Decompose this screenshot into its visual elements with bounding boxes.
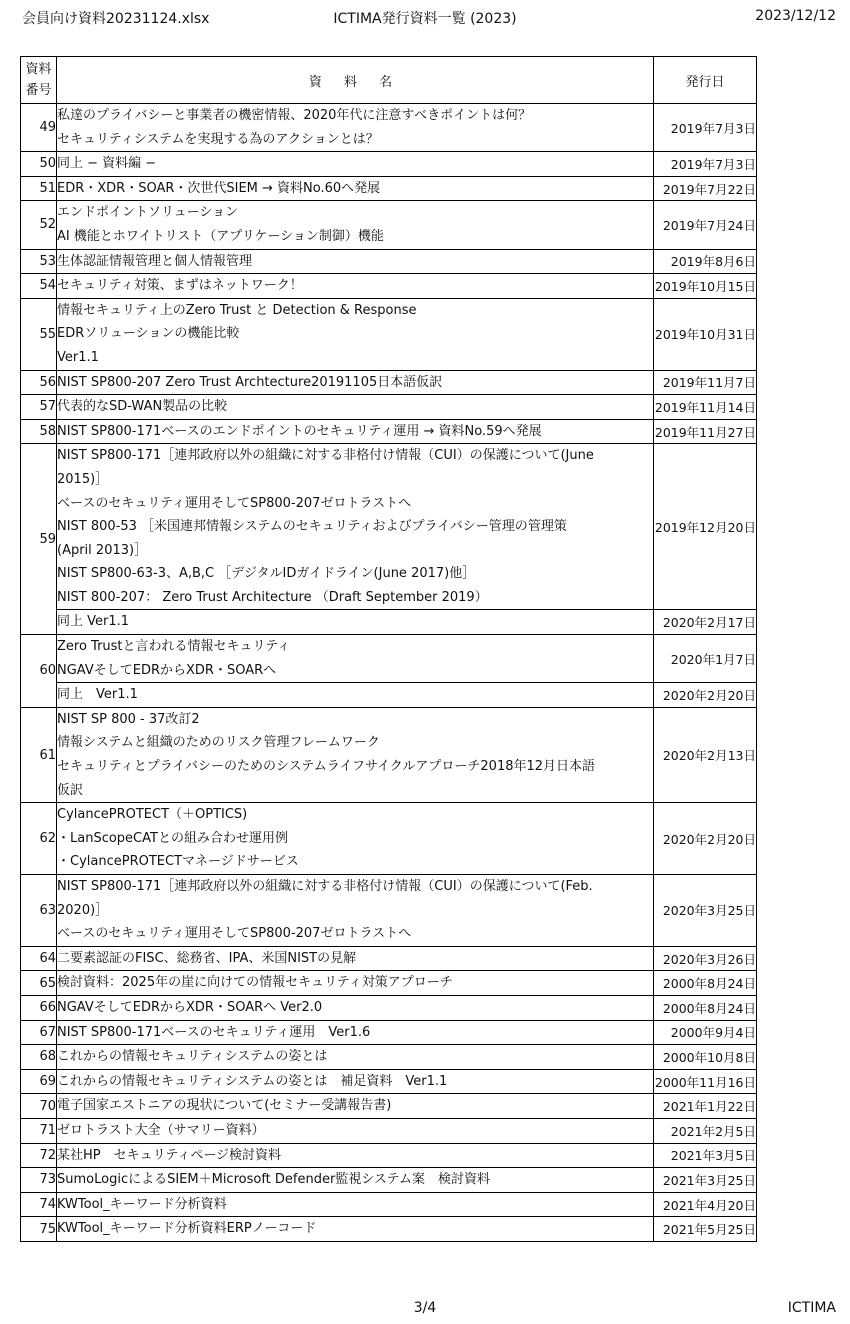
column-header-date: 発行日	[654, 57, 757, 104]
doc-number: 71	[21, 1118, 57, 1143]
doc-title-line: 検討資料：2025年の崖に向けての情報セキュリティ対策アプローチ	[57, 975, 453, 991]
doc-title	[57, 946, 654, 971]
doc-date: 2019年7月3日	[654, 104, 757, 152]
doc-title-line: 生体認証情報管理と個人情報管理	[57, 253, 253, 269]
doc-number: 70	[21, 1094, 57, 1119]
table-row	[21, 995, 757, 1020]
table-row	[21, 803, 757, 875]
table-row	[21, 176, 757, 201]
doc-title	[57, 1069, 654, 1094]
doc-title-line: ・LanScopeCATとの組み合わせ運用例	[57, 830, 288, 846]
doc-title	[57, 610, 654, 635]
doc-date: 2021年5月25日	[654, 1217, 757, 1242]
doc-title-line: セキュリティシステムを実現する為のアクションとは？	[57, 131, 379, 147]
table-row	[21, 1094, 757, 1119]
table-row	[21, 370, 757, 395]
doc-title-line: NIST 800-207： Zero Trust Architecture （Draft September 2019）	[57, 589, 488, 605]
doc-title	[57, 1143, 654, 1168]
doc-title-line: ベースのセキュリティ運用そしてSP800-207ゼロトラストへ	[57, 495, 412, 511]
doc-title-line: KWTool_キーワード分析資料ERPノーコード	[57, 1221, 317, 1237]
doc-number: 53	[21, 249, 57, 274]
doc-title	[57, 249, 654, 274]
table-row	[21, 298, 757, 370]
doc-number: 74	[21, 1192, 57, 1217]
doc-title	[57, 803, 654, 875]
doc-number: 72	[21, 1143, 57, 1168]
doc-title-line: 某社HP セキュリティページ検討資料	[57, 1147, 282, 1163]
doc-title	[57, 152, 654, 177]
doc-title-line: 情報セキュリティ上のZero Trust と Detection & Response	[57, 302, 417, 318]
doc-title-line: Ver1.1	[57, 349, 99, 365]
doc-number: 64	[21, 946, 57, 971]
doc-date: 2000年8月24日	[654, 995, 757, 1020]
doc-number: 56	[21, 370, 57, 395]
table-row	[21, 1020, 757, 1045]
doc-date: 2021年1月22日	[654, 1094, 757, 1119]
doc-date: 2020年2月20日	[654, 803, 757, 875]
doc-title	[57, 298, 654, 370]
table-row	[21, 635, 757, 683]
doc-date: 2000年8月24日	[654, 971, 757, 996]
doc-title-line: NIST 800-53 ［米国連邦情報システムのセキュリティおよびプライバシー管理の管理策	[57, 519, 567, 535]
doc-date: 2000年11月16日	[654, 1069, 757, 1094]
doc-number: 49	[21, 104, 57, 152]
doc-date: 2021年4月20日	[654, 1192, 757, 1217]
doc-title	[57, 635, 654, 683]
doc-title	[57, 683, 654, 708]
doc-date: 2000年10月8日	[654, 1045, 757, 1070]
doc-title-line: NIST SP800-171［連邦政府以外の組織に対する非格付け情報（CUI）の保護について(Feb.	[57, 879, 593, 894]
doc-date: 2019年10月31日	[654, 298, 757, 370]
doc-title-line: 2015)］	[57, 471, 109, 487]
table-row	[21, 946, 757, 971]
table-row	[21, 201, 757, 249]
doc-number: 62	[21, 803, 57, 875]
doc-date: 2019年12月20日	[654, 444, 757, 610]
doc-title-line: これからの情報セキュリティシステムの姿とは 補足資料 Ver1.1	[57, 1073, 448, 1089]
doc-title	[57, 370, 654, 395]
doc-title	[57, 104, 654, 152]
table-row-revision	[21, 683, 757, 708]
doc-title-line: 同上 Ver1.1	[57, 687, 138, 703]
doc-title-line: NIST SP800-207 Zero Trust Archtecture20191105日本語仮訳	[57, 374, 443, 390]
doc-date: 2020年2月20日	[654, 683, 757, 708]
doc-number: 69	[21, 1069, 57, 1094]
doc-title-line: Zero Trustと言われる情報セキュリティ	[57, 639, 291, 655]
doc-title	[57, 875, 654, 947]
doc-title	[57, 1192, 654, 1217]
table-row	[21, 1118, 757, 1143]
doc-title-line: 仮訳	[57, 782, 84, 798]
doc-number: 59	[21, 444, 57, 635]
table-row	[21, 1069, 757, 1094]
doc-number: 55	[21, 298, 57, 370]
doc-number: 68	[21, 1045, 57, 1070]
doc-title	[57, 995, 654, 1020]
doc-date: 2020年2月13日	[654, 707, 757, 802]
doc-title-line: NIST SP800-171ベースのセキュリティ運用 Ver1.6	[57, 1024, 371, 1040]
doc-title-line: EDRソリューションの機能比較	[57, 326, 240, 342]
column-header-title: 資 料 名	[57, 57, 654, 104]
doc-title-line: セキュリティ対策、まずはネットワーク！	[57, 278, 303, 294]
doc-title-line: NGAVそしてEDRからXDR・SOARへ Ver2.0	[57, 999, 323, 1015]
doc-title	[57, 176, 654, 201]
doc-date: 2021年2月5日	[654, 1118, 757, 1143]
doc-number: 61	[21, 707, 57, 802]
table-row-revision	[21, 610, 757, 635]
doc-title-line: ゼロトラスト大全（サマリー資料）	[57, 1122, 265, 1138]
doc-title-line: 二要素認証のFISC、総務省、IPA、米国NISTの見解	[57, 950, 357, 966]
doc-title	[57, 1045, 654, 1070]
doc-date: 2020年2月17日	[654, 610, 757, 635]
doc-date: 2019年11月14日	[654, 395, 757, 420]
table-row	[21, 249, 757, 274]
doc-title	[57, 1020, 654, 1045]
doc-date: 2019年11月7日	[654, 370, 757, 395]
doc-date: 2019年7月24日	[654, 201, 757, 249]
doc-title	[57, 444, 654, 610]
doc-title	[57, 1168, 654, 1193]
table-row	[21, 444, 757, 610]
doc-title	[57, 971, 654, 996]
doc-date: 2019年11月27日	[654, 419, 757, 444]
doc-title-line: NIST SP 800 - 37改訂2	[57, 711, 200, 727]
doc-title-line: (April 2013)］	[57, 542, 148, 558]
doc-title-line: SumoLogicによるSIEM＋Microsoft Defender監視システム案 検討資料	[57, 1172, 491, 1188]
doc-number: 66	[21, 995, 57, 1020]
doc-title-line: NGAVそしてEDRからXDR・SOARへ	[57, 662, 277, 678]
page-number: 3/4	[413, 1300, 437, 1316]
table-row	[21, 274, 757, 299]
doc-number: 73	[21, 1168, 57, 1193]
column-header-number: 資料 番号	[21, 57, 57, 104]
doc-number: 67	[21, 1020, 57, 1045]
doc-title-line: 電子国家エストニアの現状について(セミナー受講報告書)	[57, 1098, 392, 1114]
doc-number: 65	[21, 971, 57, 996]
doc-title-line: ・CylancePROTECTマネージドサービス	[57, 854, 299, 870]
doc-title	[57, 1118, 654, 1143]
doc-title	[57, 395, 654, 420]
doc-title	[57, 274, 654, 299]
doc-title-line: NIST SP800-171ベースのエンドポイントのセキュリティ運用 → 資料No.59へ発展	[57, 423, 542, 439]
print-date: 2023/12/12	[755, 8, 836, 24]
doc-number: 52	[21, 201, 57, 249]
table-row	[21, 1168, 757, 1193]
table-row	[21, 395, 757, 420]
doc-number: 57	[21, 395, 57, 420]
doc-title-line: ベースのセキュリティ運用そしてSP800-207ゼロトラストへ	[57, 926, 412, 942]
doc-title-line: 代表的なSD-WAN製品の比較	[57, 399, 228, 415]
doc-number: 58	[21, 419, 57, 444]
doc-number: 50	[21, 152, 57, 177]
table-row	[21, 1143, 757, 1168]
doc-date: 2020年3月25日	[654, 875, 757, 947]
doc-number: 75	[21, 1217, 57, 1242]
doc-date: 2019年7月3日	[654, 152, 757, 177]
doc-title-line: エンドポイントソリューション	[57, 205, 239, 221]
doc-title	[57, 707, 654, 802]
doc-title-line: CylancePROTECT（＋OPTICS)	[57, 807, 248, 823]
footer-org: ICTIMA	[787, 1300, 836, 1316]
doc-date: 2019年7月22日	[654, 176, 757, 201]
document-list-table	[20, 56, 757, 1242]
doc-date: 2020年3月26日	[654, 946, 757, 971]
doc-number: 60	[21, 635, 57, 708]
table-row	[21, 1045, 757, 1070]
doc-title	[57, 1094, 654, 1119]
table-header-row	[21, 57, 757, 104]
table-row	[21, 1217, 757, 1242]
doc-number: 63	[21, 875, 57, 947]
doc-date: 2019年10月15日	[654, 274, 757, 299]
doc-date: 2021年3月5日	[654, 1143, 757, 1168]
doc-title-line: AI 機能とホワイトリスト（アプリケーション制御）機能	[57, 228, 384, 244]
table-row	[21, 1192, 757, 1217]
table-row	[21, 419, 757, 444]
doc-title-line: これからの情報セキュリティシステムの姿とは	[57, 1049, 328, 1065]
table-row	[21, 707, 757, 802]
doc-title	[57, 201, 654, 249]
doc-title-line: 同上 Ver1.1	[57, 614, 130, 630]
table-row	[21, 875, 757, 947]
doc-title-line: 情報システムと組織のためのリスク管理フレームワーク	[57, 735, 380, 751]
doc-number: 51	[21, 176, 57, 201]
doc-title-line: 2020)］	[57, 902, 109, 918]
doc-date: 2021年3月25日	[654, 1168, 757, 1193]
doc-title-line: KWTool_キーワード分析資料	[57, 1196, 227, 1212]
document-title: ICTIMA発行資料一覧 (2023)	[333, 11, 517, 27]
doc-date: 2019年8月6日	[654, 249, 757, 274]
file-name: 会員向け資料20231124.xlsx	[22, 11, 210, 27]
doc-date: 2000年9月4日	[654, 1020, 757, 1045]
doc-number: 54	[21, 274, 57, 299]
doc-title	[57, 419, 654, 444]
table-row	[21, 152, 757, 177]
doc-title-line: NIST SP800-63-3、A,B,C ［デジタルIDガイドライン(June 2017)他］	[57, 566, 476, 582]
table-row	[21, 104, 757, 152]
doc-date: 2020年1月7日	[654, 635, 757, 683]
doc-title-line: EDR・XDR・SOAR・次世代SIEM → 資料No.60へ発展	[57, 180, 381, 196]
doc-title	[57, 1217, 654, 1242]
doc-title-line: セキュリティとプライバシーのためのシステムライフサイクルアプローチ2018年12月日本語	[57, 759, 596, 775]
doc-title-line: 私達のプライバシーと事業者の機密情報、2020年代に注意すべきポイントは何？	[57, 108, 532, 123]
table-row	[21, 971, 757, 996]
doc-title-line: NIST SP800-171［連邦政府以外の組織に対する非格付け情報（CUI）の保護について(June	[57, 448, 594, 464]
doc-title-line: 同上 − 資料編 −	[57, 156, 157, 172]
